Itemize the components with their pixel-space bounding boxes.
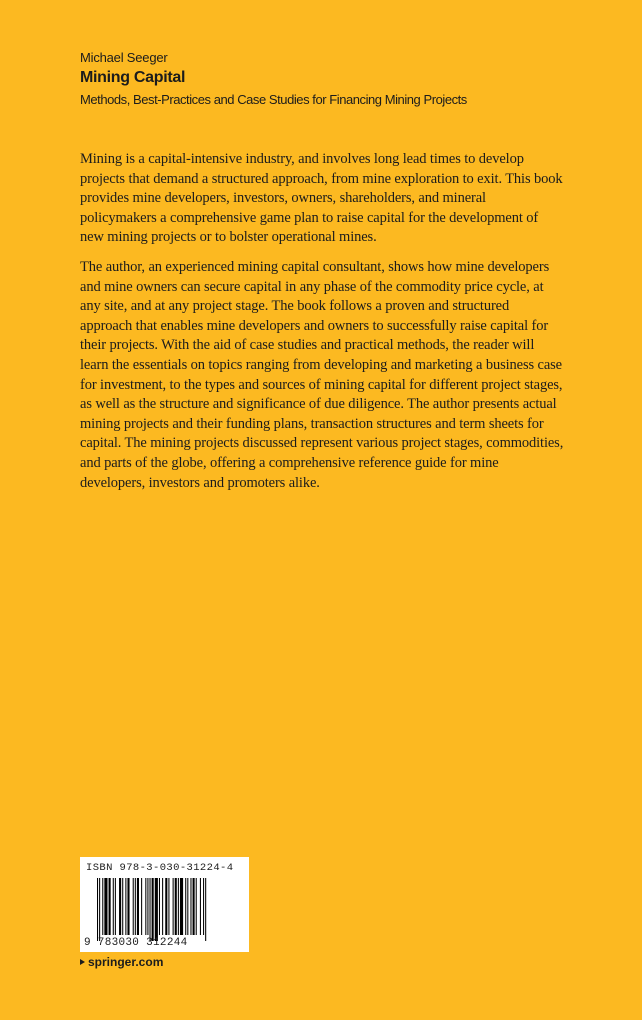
barcode-bar xyxy=(205,878,206,941)
barcode-bar xyxy=(165,878,167,935)
barcode-bar xyxy=(155,878,158,941)
barcode-bar xyxy=(150,878,151,941)
barcode-bar xyxy=(200,878,201,935)
isbn-label: ISBN 978-3-030-31224-4 xyxy=(86,862,234,874)
barcode-bar xyxy=(168,878,169,935)
barcode-bar xyxy=(133,878,134,935)
isbn-barcode xyxy=(80,857,249,952)
book-subtitle: Methods, Best-Practices and Case Studies for Financing Mining Projects xyxy=(80,92,467,107)
barcode-bar xyxy=(102,878,103,935)
barcode-bar xyxy=(97,878,98,941)
barcode-bar xyxy=(196,878,197,935)
description-paragraph: Mining is a capital-intensive industry, and involves long lead times to develop projects that demand a structured approach, from mine exploration to exit. This book provides mine developers, investors, owners, shareholders, and mineral policymakers a comprehensive game plan to raise capital for the development of new mining projects or to bolster operational mines. xyxy=(80,151,563,246)
barcode-bar xyxy=(104,878,107,935)
barcode-bar xyxy=(119,878,121,935)
barcode-bar xyxy=(135,878,136,935)
publisher-footer xyxy=(80,955,163,969)
barcode-bar xyxy=(185,878,186,935)
book-header xyxy=(80,49,580,110)
barcode-bar xyxy=(173,878,174,935)
barcode-bar xyxy=(193,878,195,935)
barcode-bar xyxy=(152,878,154,941)
description-paragraph: The author, an experienced mining capital consultant, shows how mine developers and mine owners can secure capital in any phase of the commodity price cycle, at any site, and at any project stage. The book follows a proven and structured approach that enables mine developers and owners to successfully raise capital for their projects. With the aid of case studies and practical methods, the reader will learn the essentials on topics ranging from developing and marketing a business case for investment, to the types and sources of mining capital for different project stages, as well as the structure and significance of due diligence. The author presents actual mining projects and their funding plans, transaction structures and term sheets for capital. The mining projects discussed represent various project stages, commodities, and parts of the globe, offering a comprehensive reference guide for mine developers, investors and promoters alike. xyxy=(80,258,564,491)
author-name: Michael Seeger xyxy=(80,50,168,65)
barcode-bar xyxy=(162,878,163,935)
barcode-bar xyxy=(145,878,146,935)
barcode-bar xyxy=(127,878,129,935)
barcode-bar xyxy=(180,878,183,935)
barcode-bar xyxy=(109,878,111,935)
barcode-bar xyxy=(141,878,142,935)
book-title: Mining Capital xyxy=(80,69,186,86)
barcode-bar xyxy=(115,878,116,935)
barcode-bar xyxy=(137,878,139,935)
barcode-bars xyxy=(97,878,247,941)
barcode-bar xyxy=(178,878,179,935)
barcode-bar xyxy=(159,878,160,935)
barcode-bar xyxy=(122,878,123,935)
publisher-website[interactable]: springer.com xyxy=(88,955,164,969)
book-description xyxy=(80,150,564,503)
barcode-bar xyxy=(147,878,148,935)
barcode-bar xyxy=(99,878,100,941)
barcode-bar xyxy=(187,878,188,935)
arrow-right-icon xyxy=(80,959,85,965)
barcode-bar xyxy=(190,878,191,935)
barcode-bar xyxy=(203,878,204,935)
barcode-bar xyxy=(125,878,126,935)
barcode-bar xyxy=(113,878,114,935)
barcode-digits: 9 783030 312244 xyxy=(84,937,188,949)
barcode-bar xyxy=(175,878,177,935)
